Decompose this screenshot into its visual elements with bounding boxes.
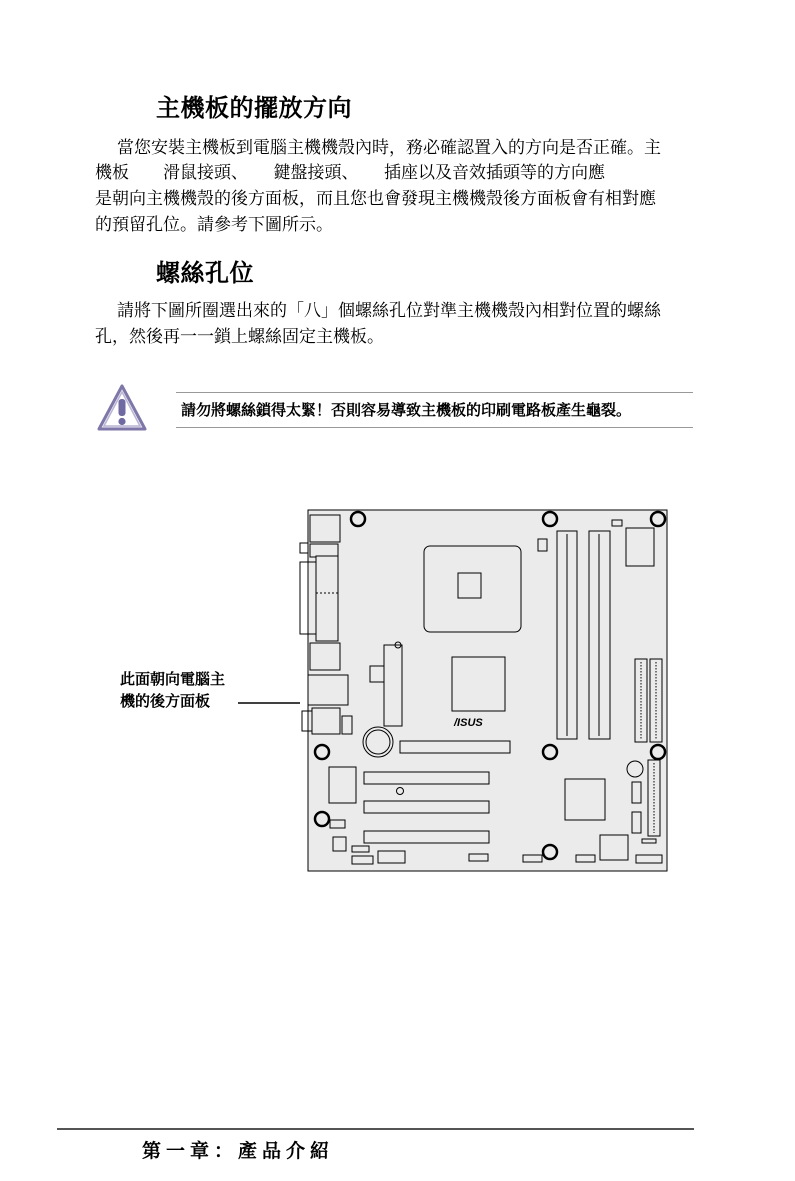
- audio-chip: [329, 767, 356, 803]
- floppy-connector: [648, 760, 660, 836]
- board-brand-logo: /ISUS: [454, 717, 483, 729]
- northbridge-chip: [452, 657, 505, 711]
- io-connector: [312, 708, 340, 734]
- section-title-screw-holes: 螺絲孔位: [156, 259, 254, 287]
- pci-slot: [364, 772, 489, 784]
- southbridge-chip: [565, 779, 605, 820]
- paragraph-line: 是朝向主機機殼的後方面板，而且您也會發現主機機殼後方面板會有相對應: [95, 189, 656, 209]
- sata-connector: [632, 812, 641, 833]
- paragraph-line: 請將下圖所圈選出來的「八」個螺絲孔位對準主機機殼內相對位置的螺絲: [117, 301, 661, 321]
- footer-rule: [57, 1128, 694, 1130]
- pcie-slot: [400, 741, 510, 753]
- pci-slot: [364, 831, 489, 843]
- io-connector: [310, 643, 340, 670]
- chapter-footer: 第一章：產品介紹: [142, 1140, 335, 1162]
- io-connector: [308, 675, 348, 705]
- paragraph-line: 當您安裝主機板到電腦主機機殼內時，務必確認置入的方向是否正確。主: [117, 138, 661, 158]
- callout-line: 機的後方面板: [120, 692, 211, 710]
- warning-text: 請勿將螺絲鎖得太緊！否則容易導致主機板的印刷電路板產生龜裂。: [181, 401, 632, 419]
- section-title-orientation: 主機板的擺放方向: [156, 94, 352, 122]
- paragraph-line: 的預留孔位。請參考下圖所示。: [95, 215, 333, 235]
- pci-slot: [364, 801, 489, 813]
- io-connector: [316, 556, 338, 641]
- paragraph-line: 機板 滑鼠接頭、 鍵盤接頭、 插座以及音效插頭等的方向應: [95, 163, 605, 183]
- callout-line: 此面朝向電腦主: [120, 670, 226, 688]
- power-connector: [384, 645, 402, 726]
- sata-connector: [632, 782, 641, 803]
- io-connector: [310, 515, 340, 542]
- paragraph-line: 孔，然後再一一鎖上螺絲固定主機板。: [95, 327, 384, 347]
